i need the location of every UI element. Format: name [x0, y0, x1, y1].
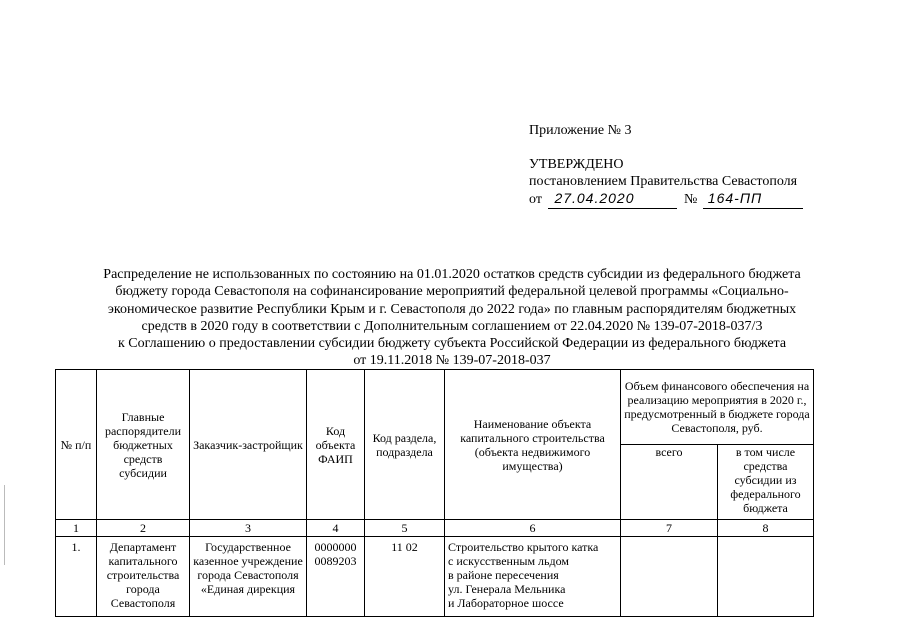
object-line: с искусственным льдом: [448, 554, 569, 568]
row-section: 11 02: [365, 537, 445, 617]
number-field: [703, 190, 803, 209]
table-row: [56, 537, 814, 617]
number-label: №: [683, 192, 698, 207]
title-line: бюджету города Севастополя на софинансирование мероприятий федеральной целевой программы «Социально-: [115, 284, 789, 300]
date-number-line: [529, 190, 803, 209]
title-line: Распределение не использованных по состоянию на 01.01.2020 остатков средств субсидии из федерального бюджета: [103, 267, 801, 282]
col-number: 5: [365, 520, 445, 537]
date-field: [548, 190, 677, 209]
title-line: от 19.11.2018 № 139-07-2018-037: [353, 353, 551, 369]
header-managers: Главные распорядители бюджетных средств субсидии: [97, 370, 190, 520]
row-incl: [718, 537, 814, 617]
header-faip-code: Код объекта ФАИП: [307, 370, 365, 520]
row-object-name: [445, 537, 621, 617]
header-section-code: Код раздела, подразделa: [365, 370, 445, 520]
header-total: всего: [621, 445, 718, 520]
title-line: средств в 2020 году в соответствии с Дополнительным соглашением от 22.04.2020 № 139-07-2018-037/3: [141, 318, 763, 334]
header-num: № п/п: [56, 370, 97, 520]
row-total: [621, 537, 718, 617]
object-line: ул. Генерала Мельника: [448, 582, 566, 596]
scan-mark: [4, 485, 5, 565]
title-line: к Соглашению о предоставлении субсидии бюджету субъекта Российской Федерации из федерального бюджета: [117, 336, 787, 352]
distribution-table: [55, 369, 814, 617]
title-line: экономическое развитие Республики Крым и г. Севастополя до 2022 года» по главным распорядителям бюджетных: [107, 301, 797, 317]
object-line: и Лабораторное шоссе: [448, 596, 564, 610]
approved-label: УТВЕРЖДЕНО: [529, 157, 624, 172]
col-number: 4: [307, 520, 365, 537]
date-value: 27.04.2020: [554, 190, 635, 206]
decree-label: постановлением Правительства Севастополя: [529, 174, 798, 189]
col-number: 7: [621, 520, 718, 537]
row-num: 1.: [56, 537, 97, 617]
number-value: 164-ПП: [707, 190, 763, 206]
from-label: от: [529, 192, 542, 207]
col-number: 3: [190, 520, 307, 537]
header-object-name: Наименование объекта капитального строительства (объекта недвижимого имущества): [445, 370, 621, 520]
row-customer: Государственное казенное учреждение города Севастополя «Единая дирекция: [190, 537, 307, 617]
header-incl-subsidy: в том числе средства субсидии из федерального бюджета: [718, 445, 814, 520]
col-number: 8: [718, 520, 814, 537]
row-manager: Департамент капитального строительства города Севастополя: [97, 537, 190, 617]
document-title: [30, 266, 874, 370]
object-line: Строительство крытого катка: [448, 540, 599, 554]
col-number: 6: [445, 520, 621, 537]
col-number: 1: [56, 520, 97, 537]
object-line: в районе пересечения: [448, 568, 559, 582]
row-faip: 0000000 0089203: [307, 537, 365, 617]
header-customer: Заказчик-застройщик: [190, 370, 307, 520]
col-number: 2: [97, 520, 190, 537]
appendix-label: Приложение № 3: [529, 123, 632, 138]
header-volume: Объем финансового обеспечения на реализацию мероприятия в 2020 г., предусмотренный в бюджете города Севастополя, руб.: [621, 370, 814, 445]
